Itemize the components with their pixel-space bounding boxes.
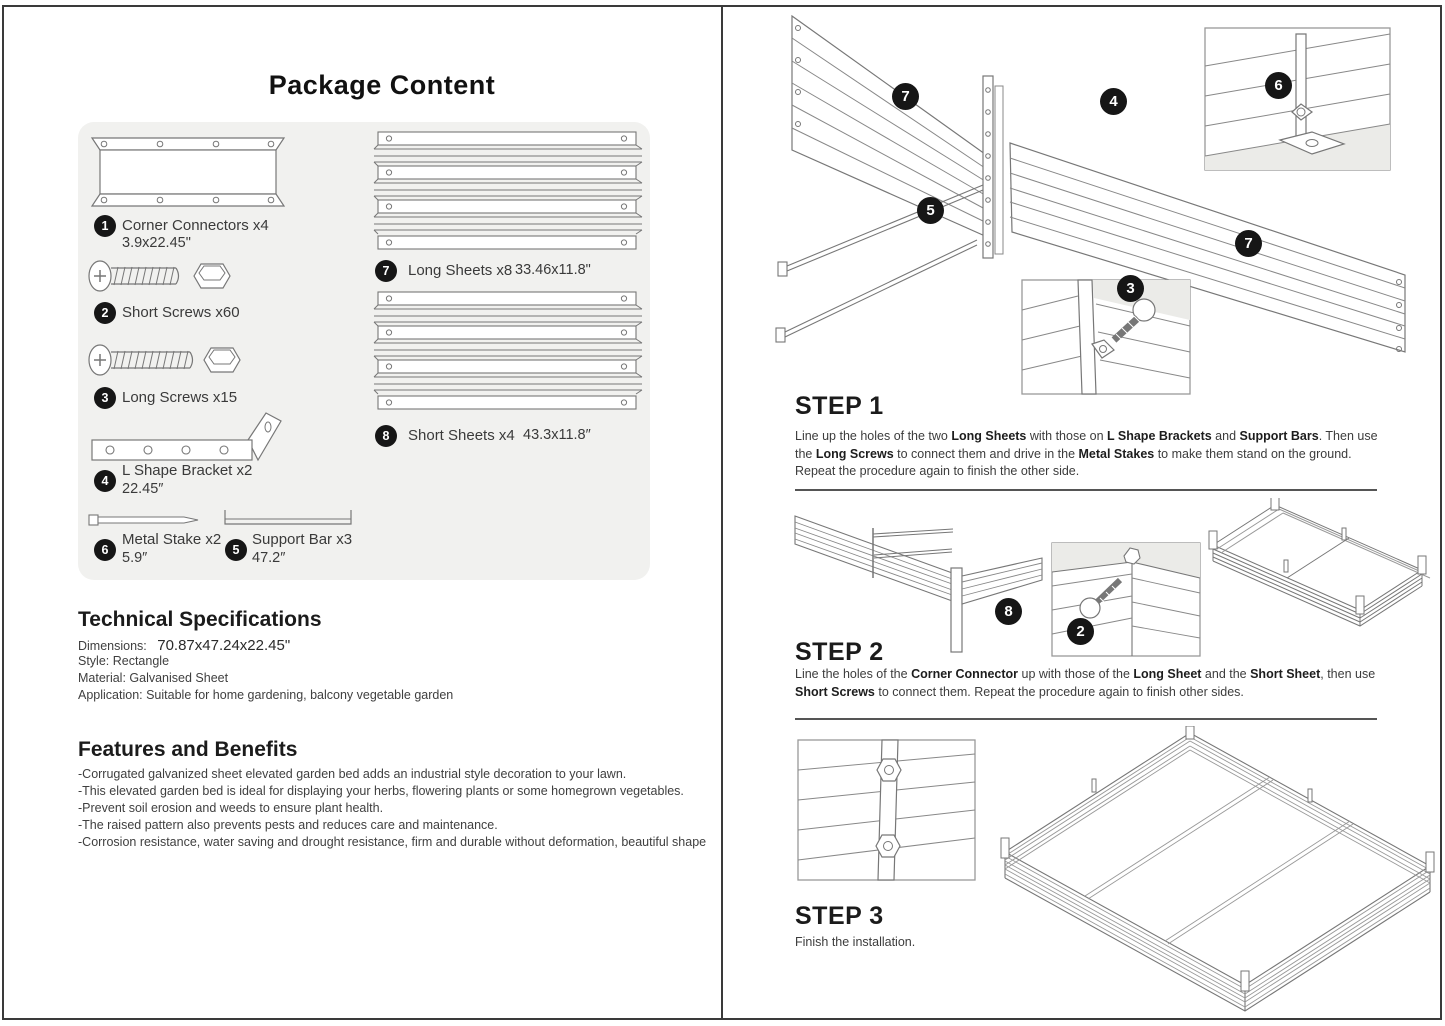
part-label: Short Screws x60 bbox=[122, 304, 240, 321]
part-label: Metal Stake x2 bbox=[122, 531, 222, 548]
part-number-badge: 1 bbox=[94, 215, 116, 237]
part-number-badge: 4 bbox=[94, 470, 116, 492]
part-label: L Shape Bracket x2 bbox=[122, 462, 253, 479]
part-number-badge: 5 bbox=[225, 539, 247, 561]
part-dimension: 5.9″ bbox=[122, 550, 148, 566]
part-label: Support Bar x3 bbox=[252, 531, 353, 548]
part-dimension: 43.3x11.8″ bbox=[523, 427, 591, 443]
step-part-badge: 2 bbox=[1067, 618, 1094, 645]
spec-dimensions bbox=[78, 637, 290, 655]
step-part-badge: 4 bbox=[1100, 88, 1127, 115]
step-3-description: Finish the installation. bbox=[795, 935, 916, 949]
package-panel bbox=[78, 122, 650, 580]
step-2-description: Line the holes of the Corner Connector up with those of the Long Sheet and the Short Sheet, then use Short Screws to connect them. Repeat the procedure again to finish other sides. bbox=[795, 667, 1376, 699]
feature-item: -The raised pattern also prevents pests and reduces care and maintenance. bbox=[78, 818, 498, 832]
features-heading: Features and Benefits bbox=[78, 738, 298, 761]
part-label: Long Sheets x8 bbox=[408, 262, 513, 279]
feature-item: -Prevent soil erosion and weeds to ensure plant health. bbox=[78, 801, 384, 815]
corner-connector-illustration bbox=[88, 136, 288, 210]
part-label: Long Screws x15 bbox=[122, 389, 238, 406]
spec-dimensions-label: Dimensions: bbox=[78, 639, 147, 653]
part-dimension: 22.45″ bbox=[122, 481, 164, 497]
step-1-description: Line up the holes of the two Long Sheets with those on L Shape Brackets and Support Bars. Then use the Long Screws to connect them and drive in the Metal Stakes to make them stand on the ground. Repeat the procedure again to finish the other side. bbox=[795, 429, 1378, 478]
separator bbox=[795, 489, 1377, 491]
short-screw-illustration bbox=[86, 258, 246, 294]
step-part-badge: 7 bbox=[1235, 230, 1262, 257]
step-3-drawing bbox=[740, 726, 1440, 1018]
long-sheets-illustration bbox=[372, 130, 644, 258]
spec-material: Material: Galvanised Sheet bbox=[78, 671, 229, 685]
part-number-badge: 8 bbox=[375, 425, 397, 447]
feature-item: -Corrugated galvanized sheet elevated garden bed adds an industrial style decoration to your lawn. bbox=[78, 767, 627, 781]
short-sheets-illustration bbox=[372, 290, 644, 418]
feature-item: -This elevated garden bed is ideal for displaying your herbs, flowering plants or some homegrown vegetables. bbox=[78, 784, 684, 798]
spec-application: Application: Suitable for home gardening, balcony vegetable garden bbox=[78, 688, 454, 702]
part-dimension: 33.46x11.8" bbox=[515, 262, 591, 278]
part-number-badge: 3 bbox=[94, 387, 116, 409]
part-dimension: 3.9x22.45" bbox=[122, 235, 191, 251]
feature-item: -Corrosion resistance, water saving and drought resistance, firm and durable without deformation, beautiful shape bbox=[78, 835, 707, 849]
part-label: Corner Connectors x4 bbox=[122, 217, 269, 234]
step-1-heading: STEP 1 bbox=[795, 392, 884, 420]
part-number-badge: 7 bbox=[375, 260, 397, 282]
step-part-badge: 7 bbox=[892, 83, 919, 110]
support-bar-illustration bbox=[222, 508, 354, 528]
step-3-illustration bbox=[740, 726, 1440, 1018]
column-divider bbox=[721, 5, 723, 1020]
part-dimension: 47.2″ bbox=[252, 550, 286, 566]
part-label: Short Sheets x4 bbox=[408, 427, 515, 444]
step-part-badge: 6 bbox=[1265, 72, 1292, 99]
spec-dimensions-value: 70.87x47.24x22.45" bbox=[157, 637, 291, 654]
step-2-heading: STEP 2 bbox=[795, 638, 884, 666]
specs-heading: Technical Specifications bbox=[78, 608, 322, 631]
step-2-illustration bbox=[740, 498, 1440, 658]
spec-style: Style: Rectangle bbox=[78, 654, 170, 668]
separator bbox=[795, 718, 1377, 720]
step-1-drawing bbox=[740, 8, 1440, 396]
step-3-heading: STEP 3 bbox=[795, 902, 884, 930]
page-title: Package Content bbox=[268, 70, 496, 100]
step-part-badge: 8 bbox=[995, 598, 1022, 625]
long-screw-illustration bbox=[86, 342, 256, 378]
step-part-badge: 3 bbox=[1117, 275, 1144, 302]
part-number-badge: 2 bbox=[94, 302, 116, 324]
metal-stake-illustration bbox=[88, 512, 200, 528]
step-1-illustration bbox=[740, 8, 1440, 396]
l-shape-bracket-illustration bbox=[90, 408, 285, 468]
step-part-badge: 5 bbox=[917, 197, 944, 224]
part-number-badge: 6 bbox=[94, 539, 116, 561]
